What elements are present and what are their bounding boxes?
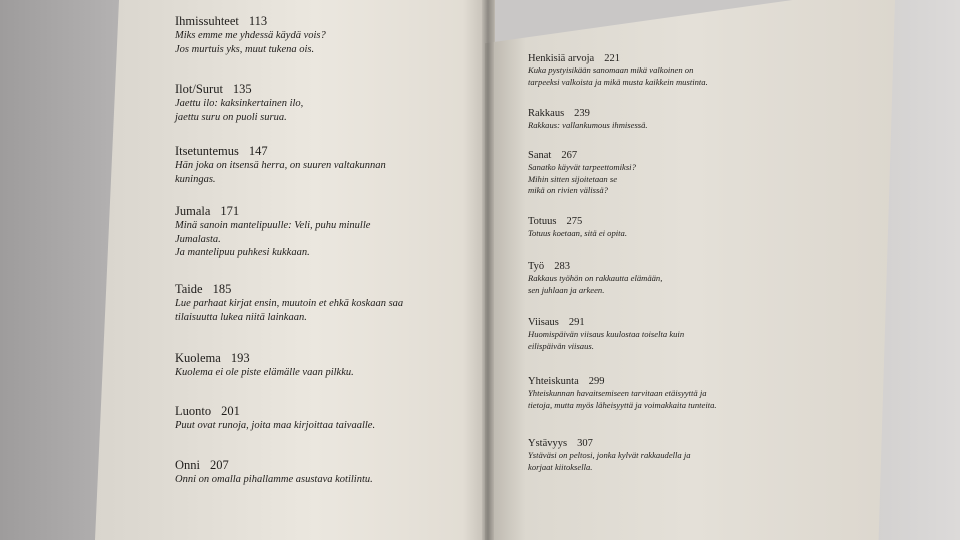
left-entry-5 [175, 282, 403, 324]
left-entry-6 [175, 351, 354, 380]
entry-title: Taide [175, 282, 203, 296]
entry-quote-line: Jumalasta. [175, 233, 221, 245]
entry-quote-line: Kuolema ei ole piste elämälle vaan pilkku. [175, 367, 354, 378]
entry-quote-line: Jaettu ilo: kaksinkertainen ilo, [175, 98, 304, 109]
entry-page-number: 307 [577, 438, 593, 449]
entry-quote-line: Rakkaus: vallankumous ihmisessä. [528, 120, 648, 130]
entry-heading [175, 282, 403, 297]
entry-title: Viisaus [528, 317, 559, 328]
entry-title: Yhteiskunta [528, 376, 579, 387]
left-entry-1 [175, 14, 326, 56]
entry-title: Sanat [528, 150, 552, 161]
entry-quote-line: Miks emme me yhdessä käydä vois? [175, 30, 326, 41]
entry-heading [528, 215, 627, 228]
entry-title: Ilot/Surut [175, 82, 223, 96]
entry-heading [175, 204, 370, 219]
entry-title: Luonto [175, 404, 212, 418]
entry-page-number: 201 [221, 404, 240, 418]
entry-quote-line: Rakkaus työhön on rakkautta elämään, [528, 273, 663, 283]
entry-page-number: 135 [232, 82, 252, 96]
entry-page-number: 239 [574, 108, 590, 119]
left-entry-8 [175, 458, 373, 487]
entry-quote-line: Puut ovat runoja, joita maa kirjoittaa taivaalle. [175, 420, 376, 431]
entry-quote-line: Hän joka on itsensä herra, on suuren valtakunnan [175, 160, 386, 171]
entry-page-number: 185 [212, 282, 232, 296]
left-entry-4 [175, 204, 370, 260]
entry-heading [528, 107, 648, 120]
entry-page-number: 171 [220, 204, 240, 218]
entry-quote-line: Yhteiskunnan havaitsemiseen tarvitaan etäisyyttä ja [528, 388, 707, 398]
entry-quote-line: tietoja, mutta myös läheisyyttä ja voimakkaita tunteita. [528, 399, 717, 410]
entry-quote-line: Minä sanoin mantelipuulle: Veli, puhu minulle [175, 220, 371, 231]
entry-heading [528, 437, 691, 450]
entry-page-number: 113 [248, 14, 268, 28]
entry-page-number: 291 [568, 317, 585, 328]
entry-heading [528, 52, 708, 65]
entry-title: Henkisiä arvoja [528, 53, 595, 64]
entry-quote-line: Kuka pystyisikään sanomaan mikä valkoinen on [528, 65, 694, 75]
entry-quote-line: Lue parhaat kirjat ensin, muutoin et ehkä koskaan saa [175, 298, 404, 309]
entry-page-number: 193 [230, 351, 250, 365]
entry-heading [175, 82, 303, 97]
entry-quote-line: sen juhlaan ja arkeen. [528, 284, 605, 295]
entry-title: Ystävyys [528, 438, 568, 449]
entry-heading [175, 351, 354, 366]
entry-quote-line: eilispäivän viisaus. [528, 340, 594, 351]
entry-title: Rakkaus [528, 108, 565, 119]
right-entry-2 [528, 107, 648, 132]
entry-page-number: 275 [566, 216, 583, 227]
entry-heading [528, 260, 662, 273]
entry-quote-line: Totuus koetaan, sitä ei opita. [528, 228, 627, 238]
entry-quote-line: mikä on rivien välissä? [528, 185, 608, 195]
entry-heading [175, 458, 373, 473]
entry-title: Ihmissuhteet [175, 14, 239, 28]
entry-page-number: 221 [604, 53, 620, 64]
entry-page-number: 283 [554, 261, 570, 272]
entry-heading [528, 316, 684, 329]
entry-quote-line: korjaat kiitoksella. [528, 461, 593, 472]
left-entry-3 [175, 144, 386, 186]
entry-quote-line: Jos murtuis yks, muut tukena ois. [175, 43, 315, 55]
entry-title: Totuus [528, 216, 557, 227]
entry-quote-line: tilaisuutta lukea niitä lainkaan. [175, 311, 307, 323]
entry-title: Itsetuntemus [175, 144, 239, 158]
entry-heading [175, 404, 375, 419]
entry-page-number: 147 [248, 144, 268, 158]
entry-quote-line: Onni on omalla pihallamme asustava kotilintu. [175, 474, 373, 485]
entry-quote-line: tarpeeksi valkoista ja mikä musta kaikkein mustinta. [528, 76, 708, 87]
entry-quote-line: kuningas. [175, 173, 216, 185]
entry-quote-line: Mihin sitten sijoitetaan se [528, 173, 618, 184]
left-entry-2 [175, 82, 303, 124]
entry-title: Kuolema [175, 351, 221, 365]
entry-quote-line: Huomispäivän viisaus kuulostaa toiselta kuin [528, 329, 685, 339]
left-entry-7 [175, 404, 375, 433]
entry-page-number: 207 [210, 458, 229, 472]
entry-heading [175, 14, 326, 29]
entry-quote-line: Ystäväsi on peltosi, jonka kylvät rakkaudella ja [528, 450, 691, 460]
entry-heading [175, 144, 386, 159]
right-entry-1 [528, 52, 708, 88]
entry-title: Jumala [175, 204, 211, 218]
entry-quote-line: Sanatko käyvät tarpeettomiksi? [528, 162, 636, 172]
entry-page-number: 299 [588, 376, 605, 387]
entry-title: Onni [175, 458, 200, 472]
right-entry-4 [528, 215, 627, 240]
entry-quote-line: jaettu suru on puoli surua. [175, 111, 287, 123]
right-entry-5 [528, 260, 662, 296]
right-entry-7 [528, 375, 717, 411]
entry-title: Työ [528, 261, 545, 272]
entry-page-number: 267 [561, 150, 578, 161]
right-entry-6 [528, 316, 684, 352]
right-entry-8 [528, 437, 691, 473]
entry-heading [528, 149, 636, 162]
entry-quote-line: Ja mantelipuu puhkesi kukkaan. [175, 247, 310, 258]
book-gutter [482, 0, 494, 540]
entry-heading [528, 375, 717, 388]
right-entry-3 [528, 149, 636, 197]
